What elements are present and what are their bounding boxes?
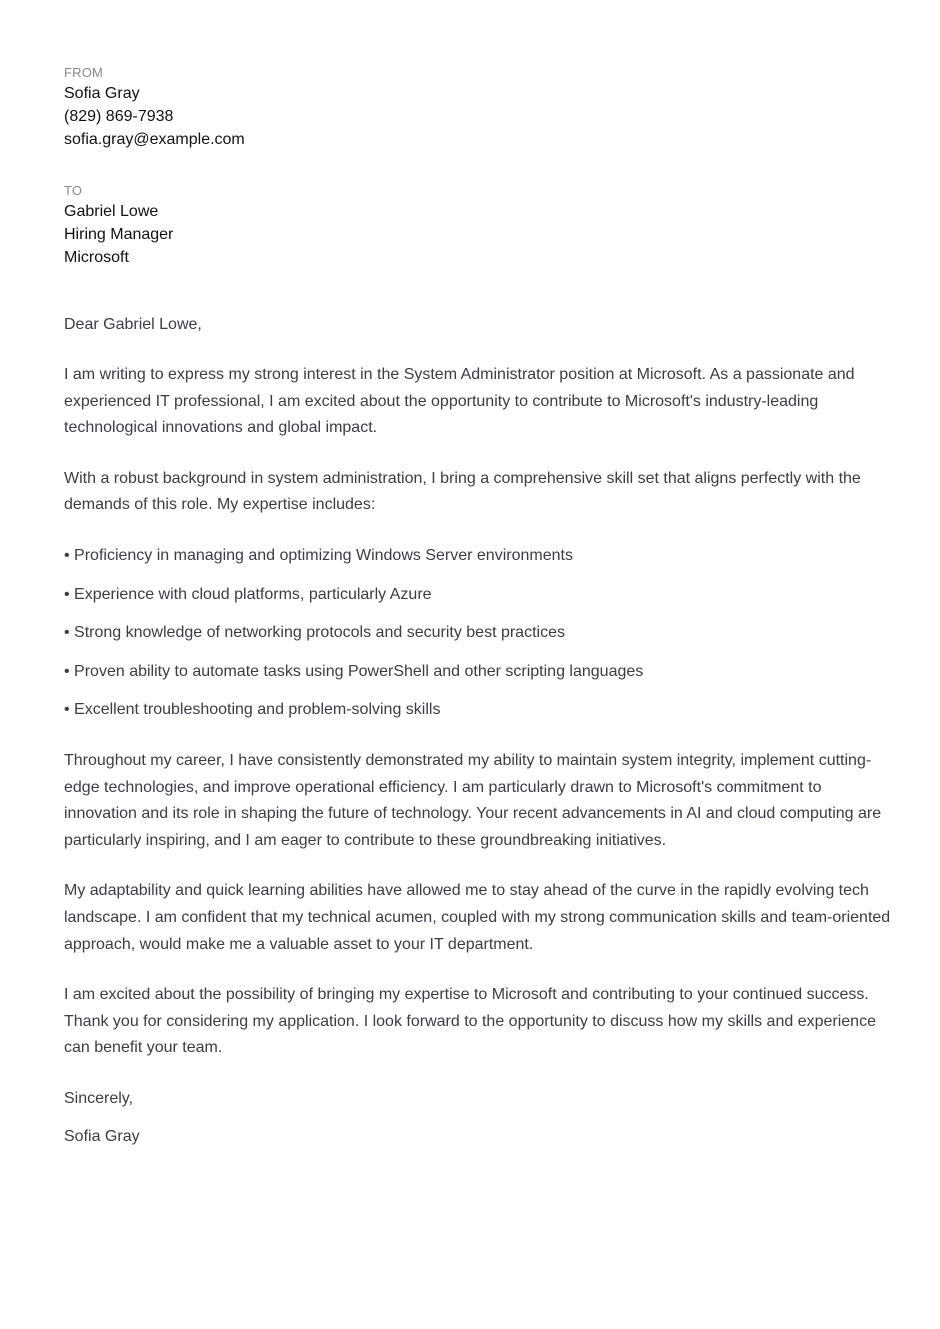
career-paragraph: Throughout my career, I have consistently demonstrated my ability to maintain system integrity, implement cutting-edge technologies, and improve operational efficiency. I am particularly drawn to Microsoft's commitment to innovation and its role in shaping the future of technology. Your recent advancements in AI and cloud computing are particularly inspiring, and I am eager to contribute to these groundbreaking initiatives. [64,751,882,849]
salutation: Dear Gabriel Lowe, [64,316,202,333]
sender-phone: (829) 869-7938 [64,108,174,125]
sender-name: Sofia Gray [64,85,140,102]
from-label: FROM [64,65,104,80]
recipient-title: Hiring Manager [64,226,174,243]
skill-item: • Strong knowledge of networking protocols and security best practices [64,624,565,642]
intro-paragraph: I am writing to express my strong interest in the System Administrator position at Microsoft. As a passionate and experienced IT professional, I am excited about the opportunity to contribute to Microsoft's industry-leading technological innovations and global impact. [64,366,855,437]
skill-item: • Proven ability to automate tasks using PowerShell and other scripting languages [64,662,644,680]
recipient-company: Microsoft [64,249,129,266]
skill-item: • Experience with cloud platforms, particularly Azure [64,585,432,603]
adaptability-paragraph: My adaptability and quick learning abilities have allowed me to stay ahead of the curve in the rapidly evolving tech landscape. I am confident that my technical acumen, coupled with my strong communication skills and team-oriented approach, would make me a valuable asset to your IT department. [64,882,891,953]
sender-email: sofia.gray@example.com [64,131,245,148]
skill-item: • Proficiency in managing and optimizing Windows Server environments [64,546,573,564]
skills-list [64,543,898,724]
skills-intro-paragraph: With a robust background in system administration, I bring a comprehensive skill set that aligns perfectly with the demands of this role. My expertise includes: [64,469,861,514]
closing-paragraph: I am excited about the possibility of bringing my expertise to Microsoft and contributing to your continued success. Thank you for considering my application. I look forward to the opportunity to discuss how my skills and experience can benefit your team. [64,986,876,1057]
letter-body [64,312,898,1150]
signature: Sofia Gray [64,1127,140,1145]
skill-item: • Excellent troubleshooting and problem-solving skills [64,701,441,719]
to-label: TO [64,183,83,198]
sender-block [64,64,898,151]
recipient-block [64,182,898,269]
closing-phrase: Sincerely, [64,1089,134,1107]
cover-letter-page [64,64,898,1150]
recipient-name: Gabriel Lowe [64,203,159,220]
